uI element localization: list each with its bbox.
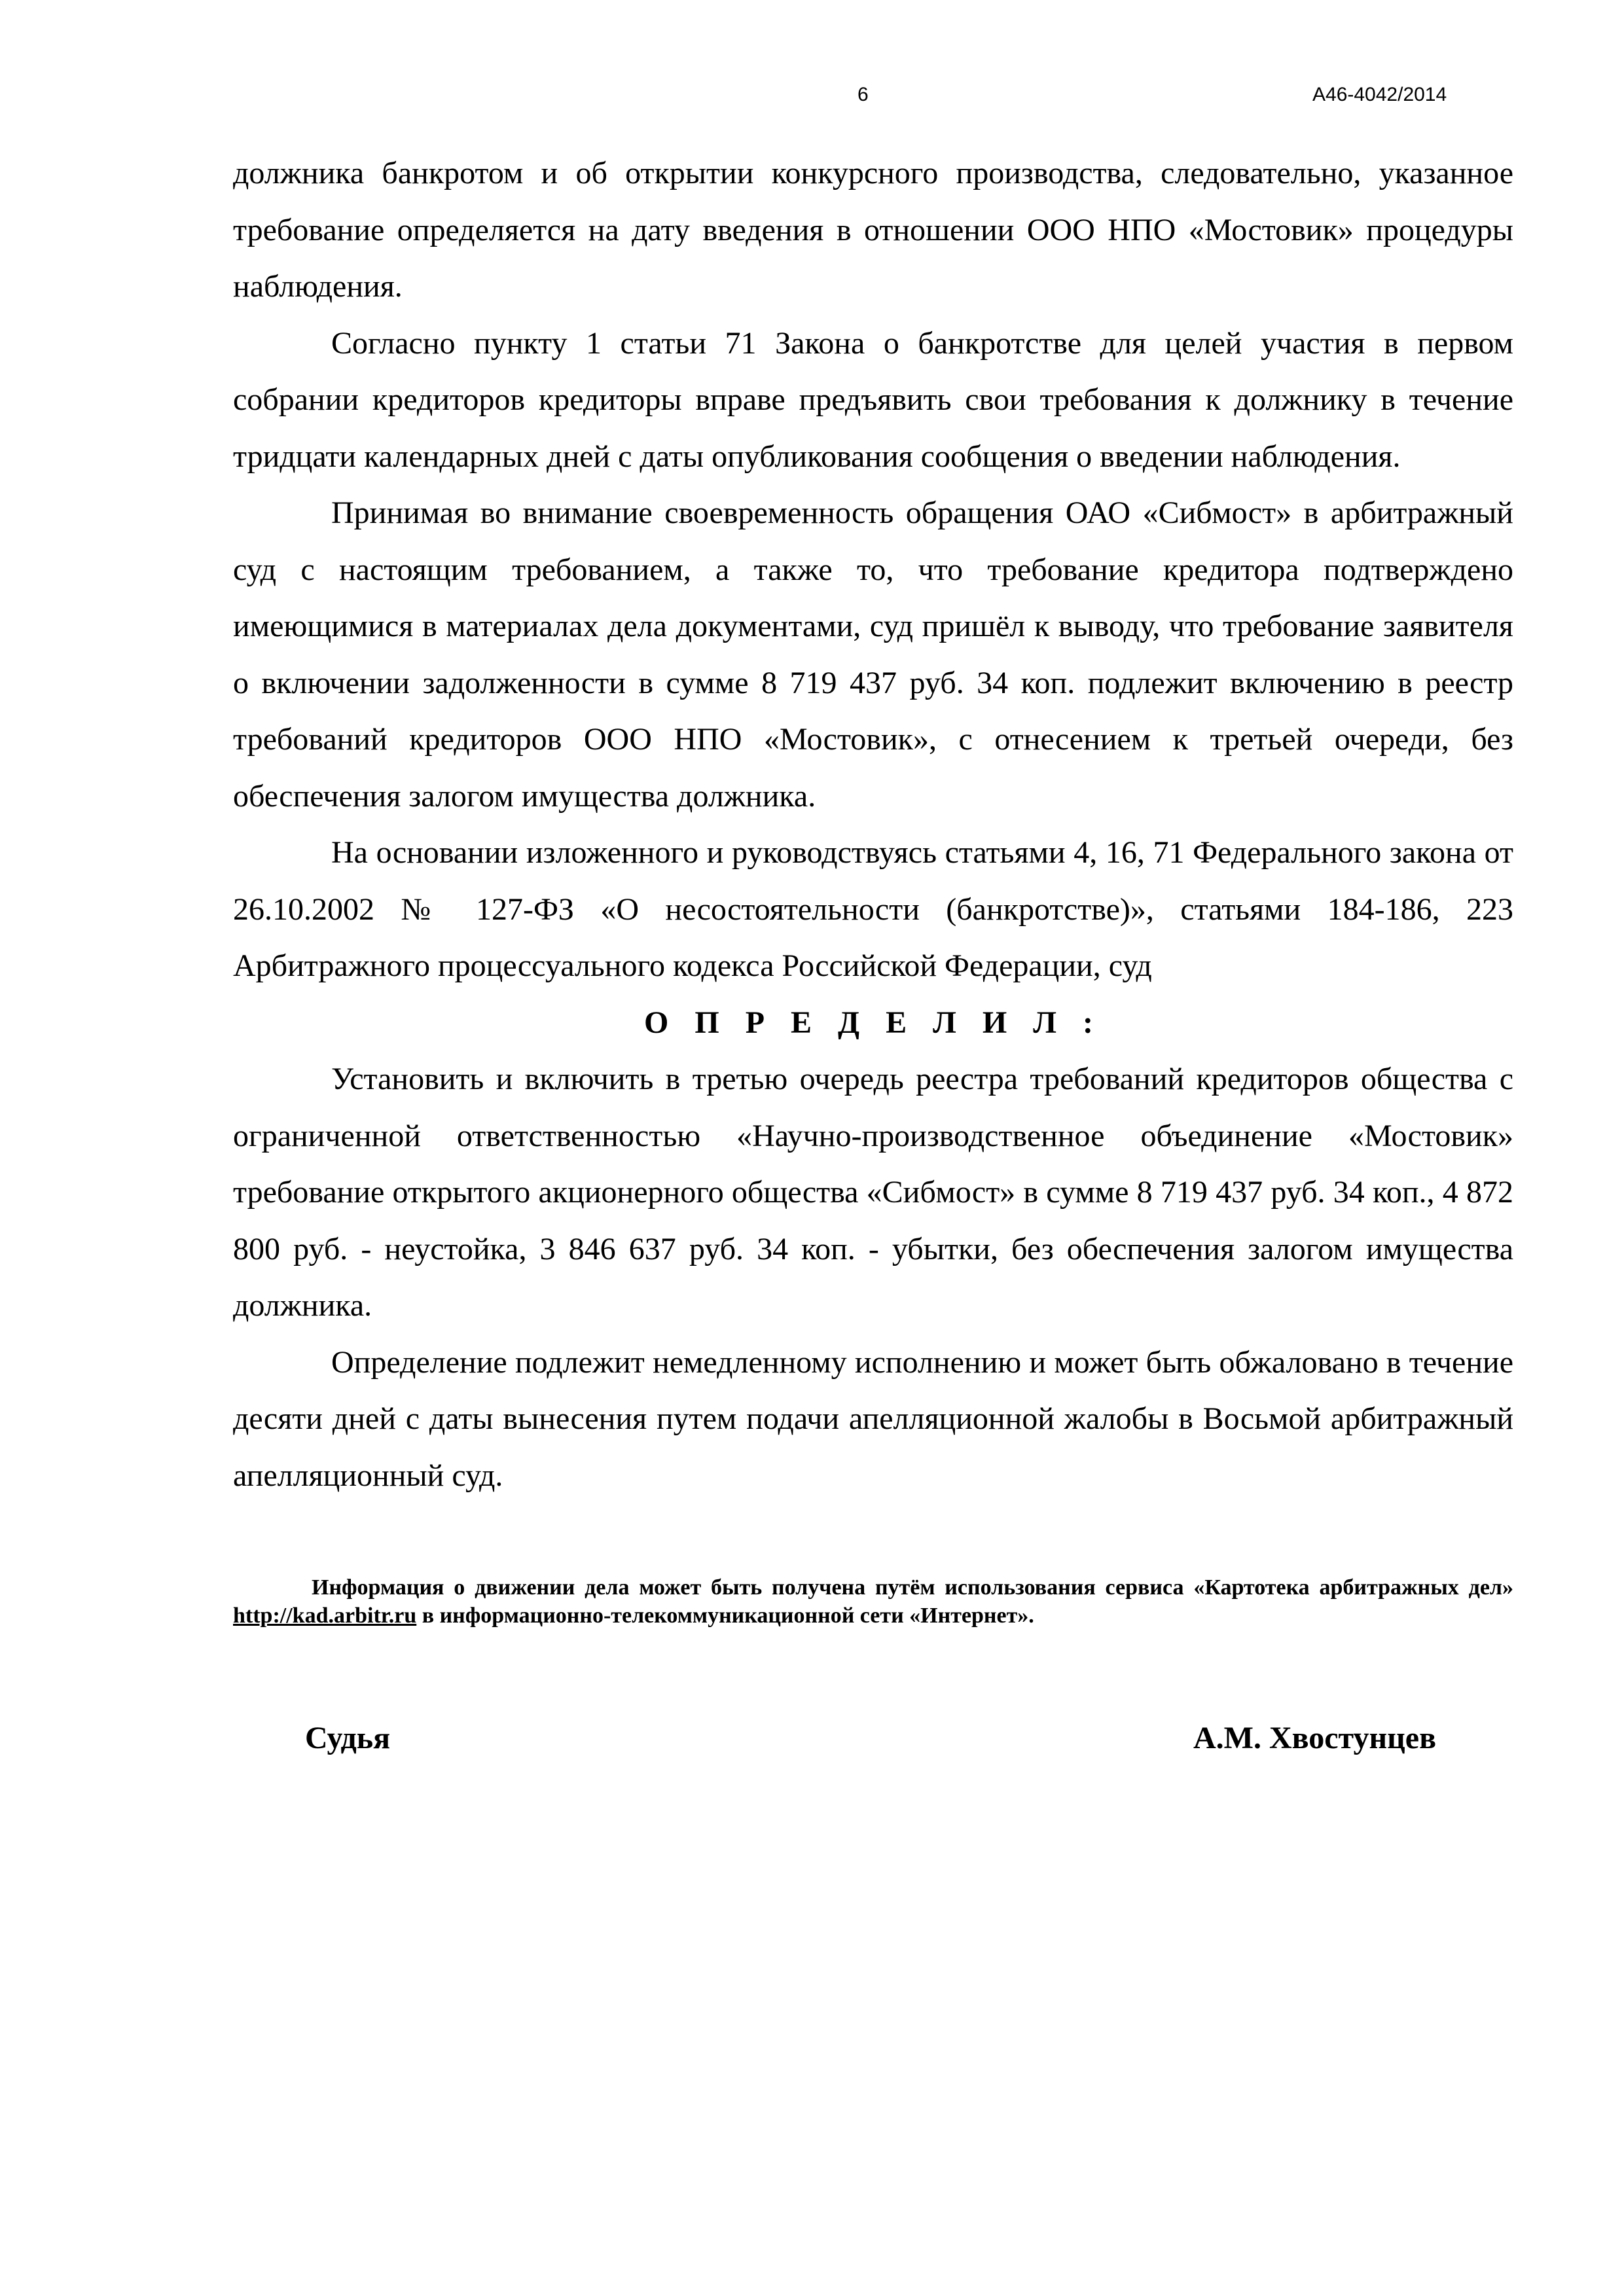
paragraph-continuation: должника банкротом и об открытии конкурсного производства, следовательно, указанное требование определяется на дату введения в отношении ООО НПО «Мостовик» процедуры наблюдения. (233, 156, 1513, 304)
kad-arbitr-link[interactable]: http://kad.arbitr.ru (233, 1604, 417, 1628)
ruling-heading: О П Р Е Д Е Л И Л : (644, 1005, 1102, 1040)
judge-title: Судья (305, 1721, 391, 1755)
paragraph-legal-basis: На основании изложенного и руководствуясь статьями 4, 16, 71 Федерального закона от 26.10.2002 № 127-ФЗ «О несостоятельности (банкротстве)», статьями 184-186, 223 Арбитражного процессуального кодекса Российской Федерации, суд (233, 835, 1513, 983)
document-body (233, 145, 1513, 1504)
page-header (0, 84, 1624, 117)
case-number: А46-4042/2014 (1312, 84, 1447, 105)
paragraph-appeal: Определение подлежит немедленному исполнению и может быть обжаловано в течение десяти дней с даты вынесения путем подачи апелляционной жалобы в Восьмой арбитражный апелляционный суд. (233, 1344, 1513, 1493)
judge-name: А.М. Хвостунцев (1193, 1721, 1437, 1755)
page-number: 6 (857, 84, 869, 105)
note-text-after: в информационно-телекоммуникационной сети «Интернет». (416, 1604, 1034, 1628)
note-text-before: Информация о движении дела может быть получена путём использования сервиса «Картотека арбитражных дел» (312, 1575, 1513, 1600)
paragraph-law-article: Согласно пункту 1 статьи 71 Закона о банкротстве для целей участия в первом собрании кредиторов кредиторы вправе предъявить свои требования к должнику в течение тридцати календарных дней с даты опубликования сообщения о введении наблюдения. (233, 325, 1513, 474)
paragraph-ruling: Установить и включить в третью очередь реестра требований кредиторов общества с ограниченной ответственностью «Научно-производственное объединение «Мостовик» требование открытого акционерного общества «Сибмост» в сумме 8 719 437 руб. 34 коп., 4 872 800 руб. - неустойка, 3 846 637 руб. 34 коп. - убытки, без обеспечения залогом имущества должника. (233, 1062, 1513, 1323)
paragraph-court-conclusion: Принимая во внимание своевременность обращения ОАО «Сибмост» в арбитражный суд с настоящим требованием, а также то, что требование кредитора подтверждено имеющимися в материалах дела документами, суд пришёл к выводу, что требование заявителя о включении задолженности в сумме 8 719 437 руб. 34 коп. подлежит включению в реестр требований кредиторов ООО НПО «Мостовик», с отнесением к третьей очереди, без обеспечения залогом имущества должника. (233, 495, 1513, 814)
case-info-note (233, 1573, 1513, 1630)
